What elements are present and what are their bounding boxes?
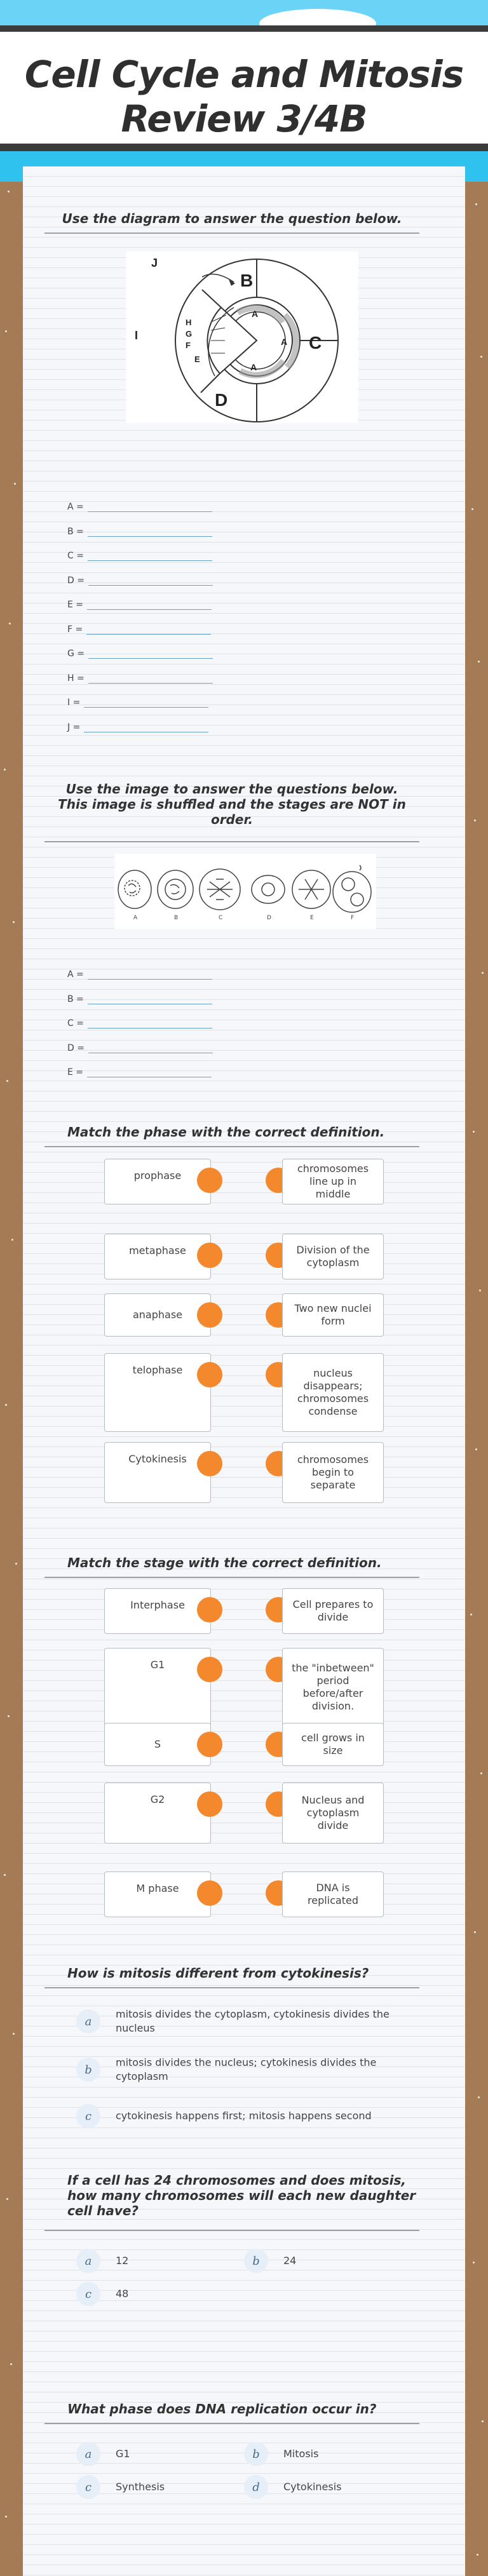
- s3-definition-line: begin to: [312, 1466, 354, 1478]
- cell-label-b: B: [174, 915, 179, 921]
- s3-definition-card[interactable]: [282, 1159, 384, 1204]
- section7-title: What phase does DNA replication occur in?: [67, 2401, 377, 2417]
- section1-row: [67, 698, 208, 708]
- s6-option-b[interactable]: [244, 2249, 403, 2273]
- section1-row-label: H =: [67, 673, 85, 684]
- cork-dot: [471, 508, 473, 510]
- section2-title-line-3: order.: [210, 812, 254, 827]
- s5-option-badge: a: [76, 2009, 100, 2033]
- section1-answer-line[interactable]: [88, 674, 213, 684]
- s4-definition-line: period: [316, 1675, 349, 1687]
- s7-option-a[interactable]: [76, 2442, 235, 2466]
- section5-rule: [44, 1987, 419, 1988]
- cork-dot: [6, 1080, 8, 1082]
- s5-option-text-line-1: mitosis divides the nucleus; cytokinesis divides the: [116, 2056, 377, 2068]
- diagram-label-c: C: [309, 333, 322, 353]
- section2-row-label: C =: [67, 1018, 84, 1028]
- s4-definition-card[interactable]: [282, 1871, 384, 1917]
- section1-row: [67, 600, 212, 610]
- cork-dot: [479, 1290, 481, 1291]
- section2-row-label: B =: [67, 994, 84, 1004]
- cork-dot: [9, 623, 11, 624]
- cork-dot: [473, 2262, 475, 2263]
- section1-row-label: G =: [67, 649, 85, 659]
- cork-dot: [4, 769, 6, 771]
- cork-dot: [4, 1874, 6, 1876]
- section2-answer-line[interactable]: [88, 1019, 212, 1028]
- s4-definition-card[interactable]: [282, 1648, 384, 1727]
- section2-answer-line[interactable]: [88, 995, 212, 1004]
- s3-definition-line: nucleus: [313, 1367, 353, 1379]
- s4-definition-line: the "inbetween": [292, 1662, 374, 1674]
- section1-row: [67, 527, 212, 537]
- cork-dot: [15, 1563, 17, 1565]
- section1-answer-line[interactable]: [88, 649, 213, 659]
- cork-dot: [13, 921, 15, 923]
- s3-definition-line: middle: [315, 1188, 351, 1200]
- s4-term-card[interactable]: G2: [104, 1783, 211, 1844]
- section2-row-label: E =: [67, 1067, 84, 1077]
- s7-option-badge: a: [76, 2442, 100, 2466]
- section6-title-line-1: If a cell has 24 chromosomes and does mitosis,: [67, 2173, 407, 2188]
- cell-cycle-diagram: [126, 252, 358, 423]
- page-title: [0, 32, 488, 141]
- s3-term-connector[interactable]: [197, 1362, 222, 1387]
- s3-term-card[interactable]: anaphase: [104, 1293, 211, 1337]
- section1-row: [67, 649, 213, 659]
- cork-dot: [5, 330, 7, 332]
- s4-definition-line: Cell prepares to: [292, 1598, 374, 1610]
- diagram-label-g: G: [186, 329, 193, 339]
- section6-title: [67, 2173, 442, 2218]
- s3-term-connector[interactable]: [197, 1302, 222, 1328]
- s4-definition-line: divide: [317, 1611, 349, 1623]
- section4-title: Match the stage with the correct definition.: [67, 1555, 382, 1570]
- s3-definition-line: Division of the: [296, 1244, 370, 1256]
- diagram-label-a-bottom: A: [250, 362, 257, 372]
- section1-answer-line[interactable]: [88, 551, 212, 561]
- cork-dot: [478, 2096, 480, 2098]
- section2-row: [67, 1067, 212, 1077]
- cork-dot: [13, 2033, 15, 2035]
- s3-definition-card[interactable]: [282, 1293, 384, 1337]
- s3-definition-line: chromosomes: [297, 1163, 369, 1175]
- cork-dot: [473, 1131, 475, 1133]
- s5-option-b[interactable]: [76, 2056, 432, 2084]
- s3-definition-line: separate: [310, 1479, 356, 1491]
- cork-dot: [11, 1239, 13, 1241]
- section1-row: [67, 673, 213, 684]
- section1-row: [67, 551, 212, 561]
- s6-option-badge: b: [244, 2249, 268, 2273]
- cork-dot: [5, 1404, 7, 1406]
- section1-answer-line[interactable]: [84, 723, 208, 732]
- section1-answer-line[interactable]: [86, 625, 211, 635]
- s3-definition-card[interactable]: [282, 1442, 384, 1503]
- s5-option-a[interactable]: [76, 2007, 432, 2035]
- s5-option-text: [116, 2007, 390, 2035]
- s6-option-text: 24: [283, 2255, 297, 2267]
- s7-option-d[interactable]: [244, 2475, 403, 2499]
- title-line-2: Review 3/4B: [121, 97, 367, 140]
- s4-definition-line: size: [323, 1744, 343, 1757]
- s6-option-badge: a: [76, 2249, 100, 2273]
- s3-definition-line: line up in: [309, 1175, 356, 1187]
- section1-row-label: E =: [67, 600, 84, 610]
- title-banner: [0, 25, 488, 151]
- section1-row: [67, 576, 213, 586]
- s7-option-text: Synthesis: [116, 2481, 165, 2493]
- s3-term-card[interactable]: prophase: [104, 1159, 211, 1204]
- mitosis-stages-image: [114, 854, 376, 929]
- cell-label-d: D: [267, 915, 271, 921]
- section3-title: Match the phase with the correct definition.: [67, 1124, 385, 1140]
- section1-answer-line[interactable]: [88, 527, 212, 537]
- s6-option-text: 12: [116, 2255, 129, 2267]
- s6-option-text: 48: [116, 2288, 129, 2300]
- section1-answer-line[interactable]: [88, 576, 213, 586]
- s3-term-card[interactable]: Cytokinesis: [104, 1442, 211, 1503]
- cork-dot: [482, 2420, 484, 2422]
- cell-label-f: F: [351, 915, 355, 921]
- s5-option-badge: c: [76, 2104, 100, 2128]
- s7-option-badge: d: [244, 2475, 268, 2499]
- s4-definition-line: cell grows in: [301, 1732, 365, 1744]
- section2-answer-line[interactable]: [87, 1068, 212, 1077]
- s4-term-connector[interactable]: [197, 1732, 222, 1757]
- s3-term-connector[interactable]: [197, 1243, 222, 1268]
- s5-option-text-line-1: mitosis divides the cytoplasm, cytokinesis divides the: [116, 2008, 390, 2020]
- cork-dot: [8, 191, 10, 192]
- section1-row: [67, 502, 212, 512]
- s4-definition-line: before/after: [302, 1687, 363, 1699]
- s5-option-text-line-2: nucleus: [116, 2022, 155, 2034]
- cork-dot: [478, 661, 480, 663]
- section5-title: How is mitosis different from cytokinesis?: [67, 1966, 369, 1981]
- diagram-label-e: E: [194, 354, 200, 364]
- s4-term-connector[interactable]: [197, 1597, 222, 1622]
- s4-term-connector[interactable]: [197, 1880, 222, 1906]
- section7-rule: [44, 2423, 419, 2424]
- diagram-label-f: F: [186, 341, 191, 350]
- cell-label-c: C: [219, 915, 223, 921]
- section1-answer-line[interactable]: [84, 698, 208, 708]
- diagram-label-b: B: [240, 271, 254, 290]
- section2-row: [67, 969, 212, 980]
- s3-definition-line: form: [321, 1315, 345, 1327]
- s6-option-badge: c: [76, 2282, 100, 2306]
- cork-dot: [5, 2516, 7, 2518]
- s4-definition-card[interactable]: [282, 1783, 384, 1844]
- section2-row: [67, 1043, 213, 1053]
- cork-dot: [6, 2198, 8, 2200]
- s7-option-c[interactable]: [76, 2475, 235, 2499]
- s4-term-connector[interactable]: [197, 1791, 222, 1817]
- section1-answer-line[interactable]: [87, 600, 212, 610]
- section3-rule: [44, 1146, 419, 1147]
- s5-option-text-line-2: cytoplasm: [116, 2070, 168, 2082]
- section6-rule: [44, 2230, 419, 2231]
- diagram-label-a-right: A: [281, 337, 288, 347]
- cork-dot: [477, 2554, 478, 2556]
- section1-title: Use the diagram to answer the question below.: [62, 211, 402, 226]
- s4-definition-line: divide: [317, 1819, 349, 1831]
- s4-term-card[interactable]: S: [104, 1723, 211, 1766]
- section1-rule: [44, 233, 419, 234]
- diagram-label-a-top: A: [252, 309, 259, 319]
- s4-definition-card[interactable]: [282, 1723, 384, 1766]
- cork-dot: [10, 2363, 12, 2365]
- s7-option-badge: b: [244, 2442, 268, 2466]
- s7-option-text: G1: [116, 2448, 130, 2460]
- section1-row-label: J =: [67, 722, 81, 732]
- s4-term-card[interactable]: Interphase: [104, 1588, 211, 1634]
- cell-label-a: A: [133, 915, 138, 921]
- section2-row: [67, 1018, 212, 1028]
- section1-row: [67, 624, 211, 635]
- s3-definition-line: condense: [308, 1405, 358, 1417]
- s4-definition-line: division.: [311, 1700, 355, 1712]
- section6-title-line-3: cell have?: [67, 2203, 139, 2218]
- cork-dot: [480, 356, 482, 358]
- s7-option-text: Mitosis: [283, 2448, 319, 2460]
- s3-definition-line: chromosomes: [297, 1453, 369, 1466]
- diagram-label-d: D: [215, 390, 228, 410]
- section2-title-line-1: Use the image to answer the questions below.: [65, 781, 398, 797]
- s5-option-c[interactable]: [76, 2104, 432, 2128]
- s3-definition-line: Two new nuclei: [294, 1302, 372, 1314]
- section1-row-label: I =: [67, 698, 81, 708]
- section1-row-label: D =: [67, 575, 85, 586]
- cork-dot: [8, 1715, 10, 1717]
- cell-label-e: E: [310, 915, 314, 921]
- section4-rule: [44, 1577, 419, 1578]
- s4-definition-line: Nucleus and: [301, 1794, 365, 1806]
- s3-term-card[interactable]: metaphase: [104, 1234, 211, 1279]
- section1-row-label: C =: [67, 551, 84, 561]
- s3-term-connector[interactable]: [197, 1168, 222, 1193]
- section1-row-label: A =: [67, 502, 84, 512]
- section1-row-label: B =: [67, 526, 84, 537]
- s3-definition-line: cytoplasm: [306, 1257, 360, 1269]
- s4-term-connector[interactable]: [197, 1657, 222, 1682]
- s4-definition-line: replicated: [308, 1894, 358, 1906]
- s3-definition-card[interactable]: [282, 1353, 384, 1432]
- section2-row: [67, 994, 212, 1004]
- s5-option-text: [116, 2109, 372, 2123]
- cork-dot: [480, 1772, 482, 1774]
- section2-row-label: D =: [67, 1042, 85, 1053]
- s7-option-text: Cytokinesis: [283, 2481, 342, 2493]
- s4-definition-card[interactable]: [282, 1588, 384, 1634]
- s3-term-connector[interactable]: [197, 1451, 222, 1476]
- section1-row: [67, 722, 208, 732]
- title-line-1: Cell Cycle and Mitosis: [24, 53, 464, 96]
- s5-option-text-line-1: cytokinesis happens first; mitosis happens second: [116, 2110, 372, 2122]
- section2-answer-line[interactable]: [88, 970, 212, 980]
- s7-option-badge: c: [76, 2475, 100, 2499]
- cork-dot: [14, 483, 16, 485]
- s3-definition-line: disappears;: [303, 1380, 363, 1392]
- s4-term-card[interactable]: M phase: [104, 1871, 211, 1917]
- section2-title: [44, 781, 419, 827]
- diagram-label-j: J: [151, 257, 158, 269]
- cork-dot: [475, 1448, 477, 1450]
- mitosis-stages-svg: [114, 854, 376, 929]
- s6-option-a[interactable]: [76, 2249, 235, 2273]
- s3-definition-line: chromosomes: [297, 1393, 369, 1405]
- section1-row-label: F =: [67, 624, 83, 635]
- section2-row-label: A =: [67, 969, 84, 980]
- s3-term-card[interactable]: telophase: [104, 1353, 211, 1432]
- s4-definition-line: DNA is: [316, 1882, 350, 1894]
- cork-dot: [475, 203, 477, 205]
- s5-option-badge: b: [76, 2058, 100, 2082]
- s6-option-c[interactable]: [76, 2282, 235, 2306]
- section2-rule: [44, 841, 419, 842]
- cork-dot: [474, 1931, 476, 1933]
- s4-term-card[interactable]: G1: [104, 1648, 211, 1727]
- s5-option-text: [116, 2056, 376, 2084]
- cork-dot: [470, 1614, 472, 1615]
- section2-answer-line[interactable]: [88, 1044, 213, 1053]
- s4-definition-line: cytoplasm: [306, 1807, 360, 1819]
- s7-option-b[interactable]: [244, 2442, 403, 2466]
- section1-answer-line[interactable]: [88, 502, 212, 512]
- diagram-label-h: H: [186, 318, 192, 327]
- s3-definition-card[interactable]: [282, 1234, 384, 1279]
- diagram-label-i: I: [135, 329, 139, 342]
- cork-dot: [474, 819, 476, 821]
- cork-dot: [482, 972, 484, 974]
- section2-title-line-2: This image is shuffled and the stages are NOT in: [58, 797, 406, 812]
- section6-title-line-2: how many chromosomes will each new daughter: [67, 2188, 416, 2203]
